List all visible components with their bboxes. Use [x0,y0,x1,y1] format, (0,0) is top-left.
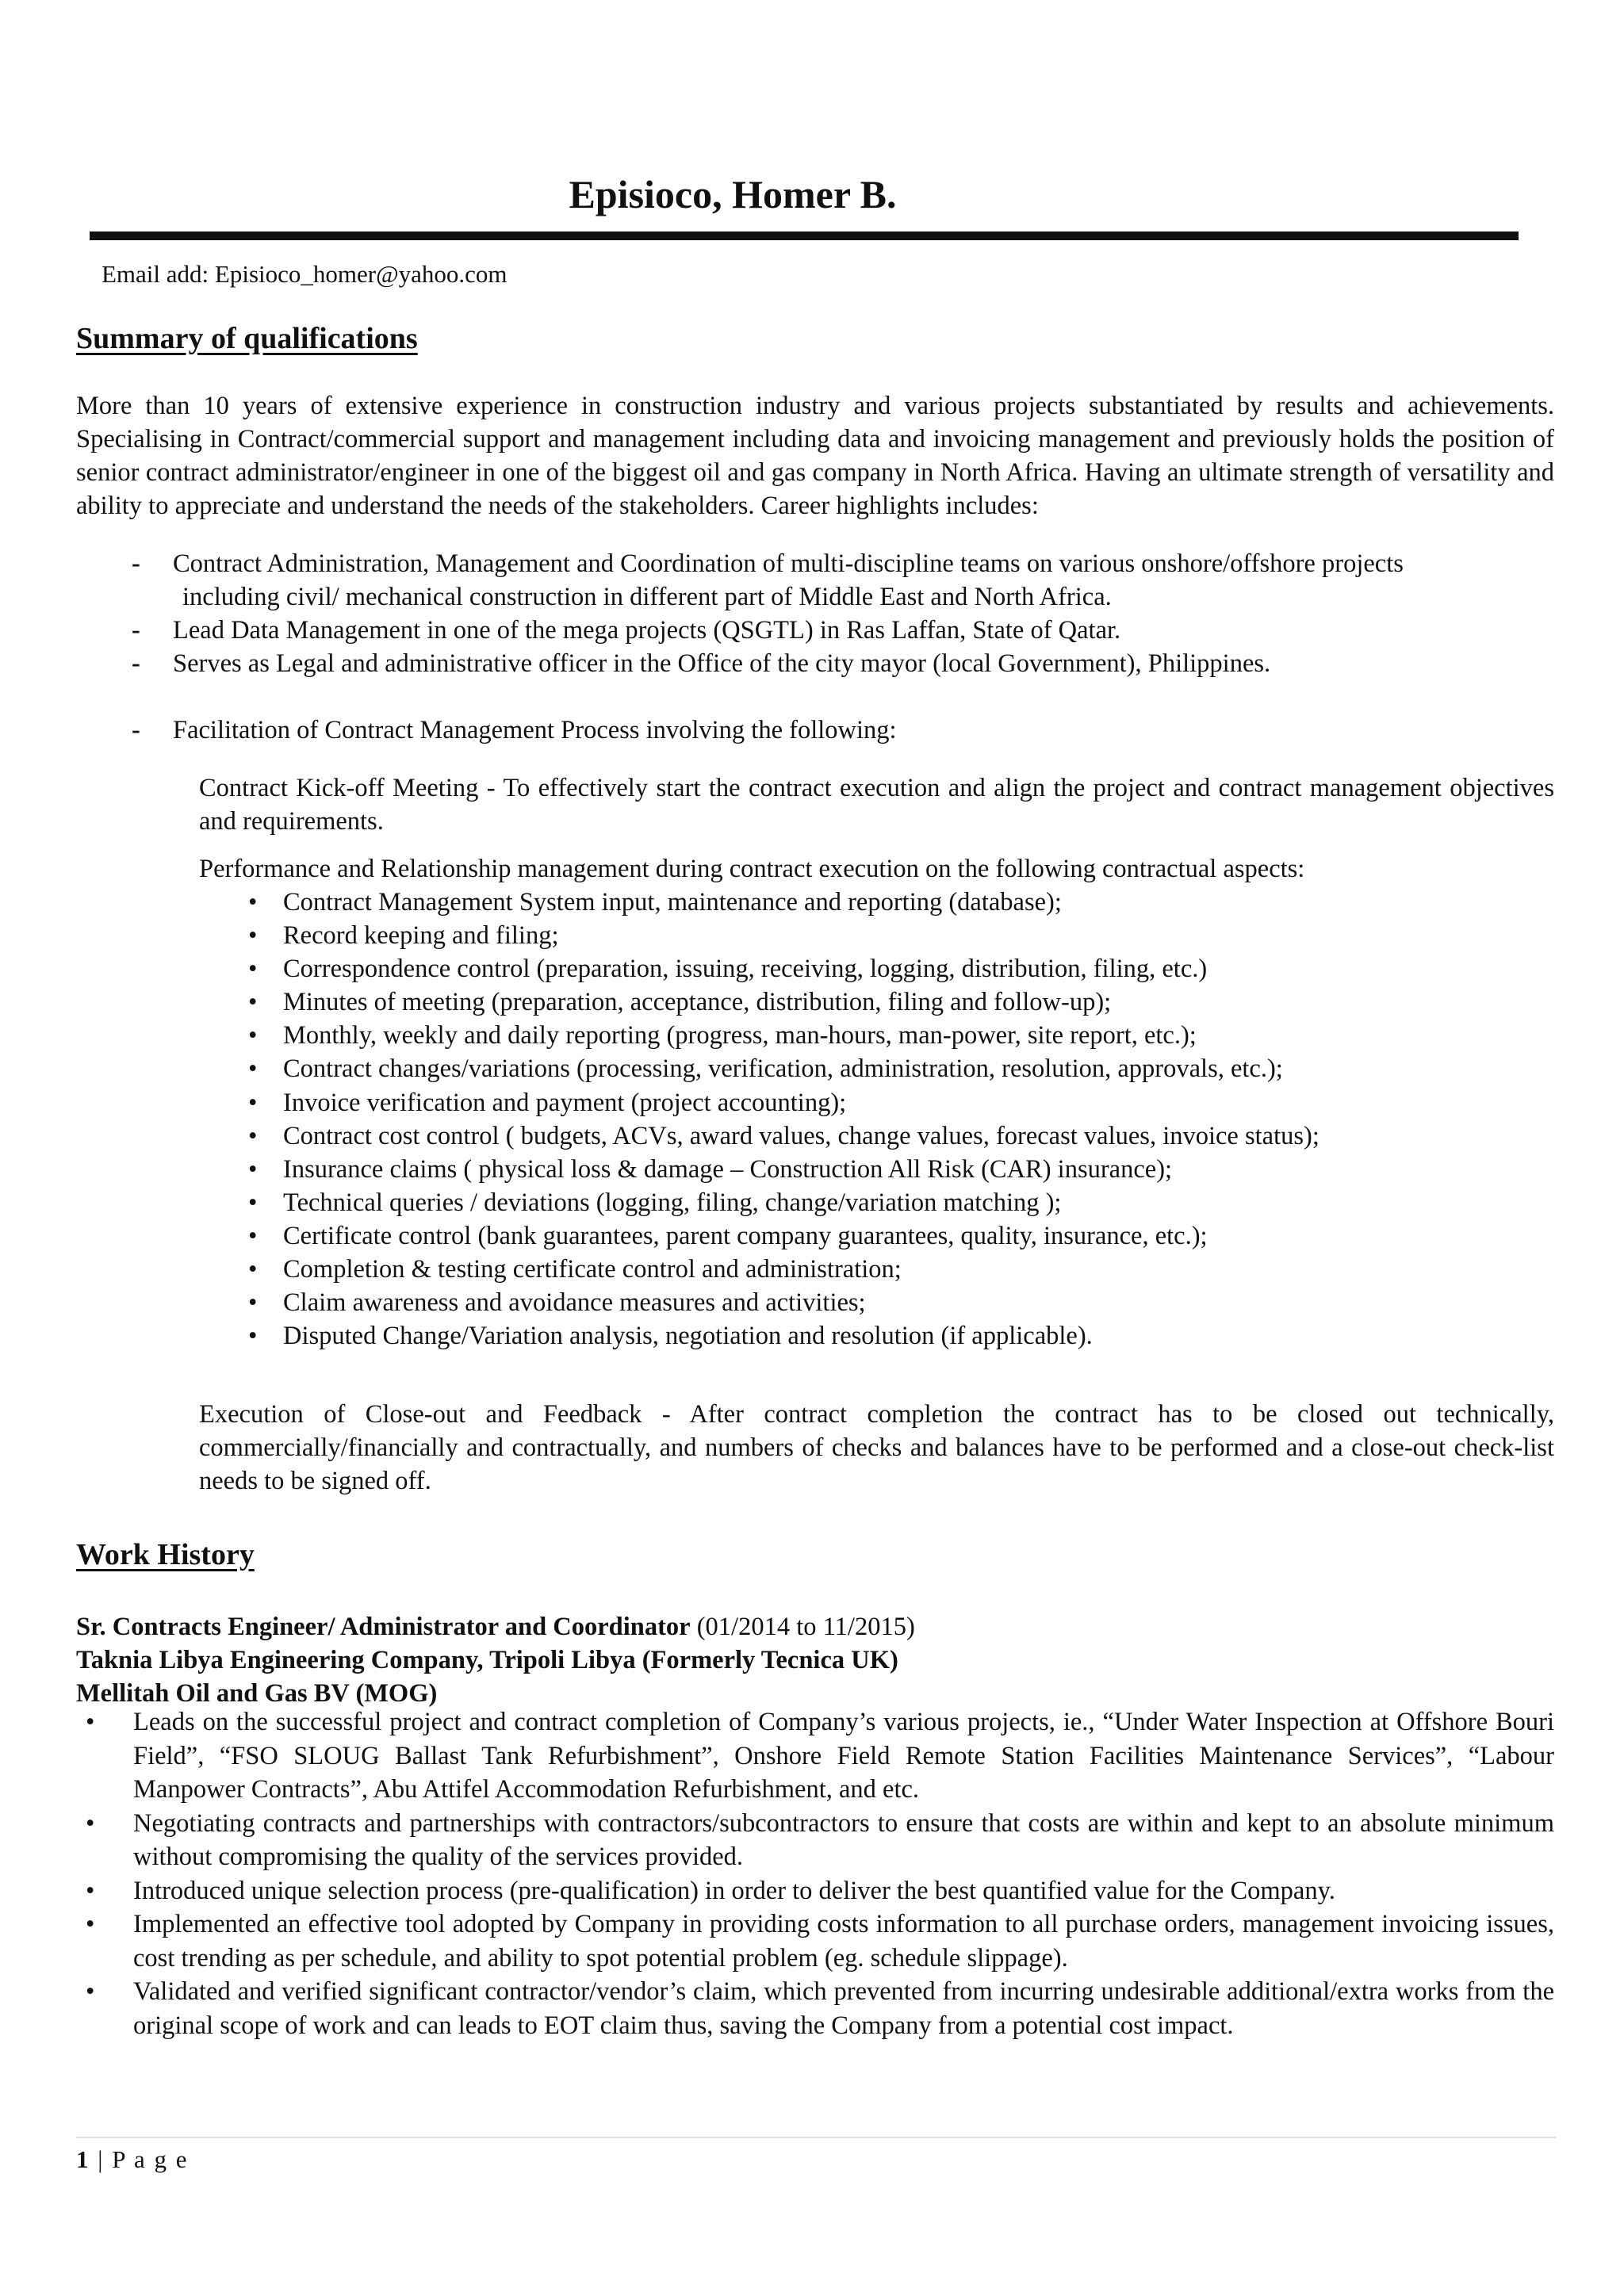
bullet-icon: • [248,1255,258,1284]
responsibility-item [76,1908,1554,1975]
bullet-icon: • [248,1054,258,1084]
aspect-item [182,952,1554,985]
bullet-icon: • [248,1154,258,1184]
aspect-item-text: Contract cost control ( budgets, ACVs, award values, change values, forecast values, invoice status); [283,1121,1320,1150]
aspect-item-text: Certificate control (bank guarantees, parent company guarantees, quality, insurance, etc.); [283,1221,1208,1250]
bullet-icon: • [248,1088,258,1117]
aspect-item-text: Correspondence control (preparation, issuing, receiving, logging, distribution, filing, etc.) [283,955,1208,984]
highlight-text: Contract Administration, Management and Coordination of multi-discipline teams on various onshore/offshore projects [173,549,1404,578]
employer-name: Taknia Libya Engineering Company, Tripoli Libya (Formerly Tecnica UK) [76,1646,898,1674]
responsibility-item-text: Validated and verified significant contractor/vendor’s claim, which prevented from incurring undesirable additional/extra works from the original scope of work and can leads to EOT claim thus, saving the Company from a potential cost impact. [133,1977,1554,2040]
aspect-item [182,1086,1554,1119]
highlight-item [76,647,1554,680]
highlight-item [76,714,1554,747]
highlight-item [76,614,1554,647]
aspect-item-text: Disputed Change/Variation analysis, negotiation and resolution (if applicable). [283,1322,1093,1351]
aspect-item-text: Technical queries / deviations (logging, filing, change/variation matching ); [283,1188,1062,1217]
bullet-icon: • [86,1876,95,1905]
bullet-icon: • [248,1288,258,1318]
summary-heading: Summary of qualifications [76,322,418,355]
kickoff-paragraph: Contract Kick-off Meeting - To effectively start the contract execution and align the project and contract management objectives and requirements. [199,774,1554,836]
page-label: | P a g e [90,2145,189,2173]
summary-intro: More than 10 years of extensive experience in construction industry and various projects substantiated by results and achievements. Specialising in Contract/commercial support and management including data and invoicing management and previously holds the position of senior contract administrator/engineer in one of the biggest oil and gas company in North Africa. Having an ultimate strength of versatility and ability to appreciate and understand the needs of the stakeholders. Career highlights includes: [76,392,1554,520]
aspect-item [182,1219,1554,1253]
job-dates: (01/2014 to 11/2015) [690,1613,915,1641]
page-footer [76,2143,189,2176]
aspect-item [182,1119,1554,1153]
footer-divider [76,2137,1556,2138]
highlight-item [76,547,1554,614]
closeout-paragraph: Execution of Close-out and Feedback - After contract completion the contract has to be closed out technically, commercially/financially and contractually, and numbers of checks and balances have to be performed and a close-out check-list needs to be signed off. [199,1400,1554,1495]
highlight-text: Facilitation of Contract Management Process involving the following: [173,716,897,744]
job-title-line [76,1610,1554,1644]
aspect-item-text: Monthly, weekly and daily reporting (progress, man-hours, man-power, site report, etc.); [283,1021,1197,1050]
aspect-item [182,985,1554,1019]
header-divider [90,232,1519,240]
candidate-name: Episioco, Homer B. [569,172,897,216]
performance-intro: Performance and Relationship management during contract execution on the following contractual aspects: [199,855,1305,883]
aspect-item-text: Invoice verification and payment (project accounting); [283,1088,847,1117]
aspect-item-text: Record keeping and filing; [283,921,559,951]
contractual-aspects-list [182,886,1554,1353]
responsibility-item-text: Implemented an effective tool adopted by Company in providing costs information to all purchase orders, management invoicing issues, cost trending as per schedule, and ability to spot potential problem (eg. schedule slippage). [133,1910,1554,1973]
responsibility-item-text: Negotiating contracts and partnerships with contractors/subcontractors to ensure that costs are within and kept to an absolute minimum without compromising the quality of the services provided. [133,1808,1554,1871]
aspect-item [182,1286,1554,1319]
email-line: Email add: Episioco_homer@yahoo.com [102,260,508,288]
page-number: 1 [76,2145,90,2173]
aspect-item [182,1319,1554,1353]
bullet-icon: • [248,1188,258,1217]
aspect-item [182,919,1554,952]
aspect-item [182,1153,1554,1186]
aspect-item-text: Contract changes/variations (processing, verification, administration, resolution, approvals, etc.); [283,1054,1283,1084]
bullet-icon: • [248,1322,258,1351]
aspect-item [182,1052,1554,1085]
aspect-item [182,1253,1554,1286]
responsibility-item-text: Introduced unique selection process (pre-qualification) in order to deliver the best quantified value for the Company. [133,1876,1335,1905]
highlight-text: Serves as Legal and administrative officer in the Office of the city mayor (local Government), Philippines. [173,649,1271,678]
bullet-icon: • [86,1808,95,1838]
job-title: Sr. Contracts Engineer/ Administrator and Coordinator [76,1613,691,1641]
aspect-item-text: Insurance claims ( physical loss & damage – Construction All Risk (CAR) insurance); [283,1154,1173,1184]
aspect-item-text: Contract Management System input, maintenance and reporting (database); [283,888,1062,916]
client-name: Mellitah Oil and Gas BV (MOG) [76,1679,438,1708]
dash-marker: - [132,649,140,678]
bullet-icon: • [248,955,258,984]
responsibility-item [76,1807,1554,1874]
aspect-item-text: Completion & testing certificate control and administration; [283,1255,902,1284]
responsibility-item [76,1705,1554,1807]
bullet-icon: • [86,1910,95,1938]
responsibility-item-text: Leads on the successful project and contract completion of Company’s various projects, ie., “Under Water Inspection at Offshore Bouri Field”, “FSO SLOUG Ballast Tank Refurbishment”, Onshore Field Remote Station Facilities Maintenance Services”, “Labour Manpower Contracts”, Abu Attifel Accommodation Refurbishment, and etc. [133,1708,1554,1804]
aspect-item [182,1186,1554,1219]
bullet-icon: • [248,921,258,951]
aspect-item [182,1019,1554,1052]
aspect-item-text: Claim awareness and avoidance measures and activities; [283,1288,866,1318]
highlight-text-continued: including civil/ mechanical construction in different part of Middle East and North Africa. [182,583,1112,611]
work-history-heading: Work History [76,1538,255,1571]
aspect-item [182,886,1554,919]
job-responsibilities-list [76,1705,1554,2042]
bullet-icon: • [248,988,258,1017]
dash-marker: - [132,616,140,645]
responsibility-item [76,1874,1554,1908]
bullet-icon: • [248,1221,258,1250]
career-highlights [76,547,1554,747]
bullet-icon: • [248,888,258,916]
responsibility-item [76,1975,1554,2042]
bullet-icon: • [248,1021,258,1050]
bullet-icon: • [248,1121,258,1150]
dash-marker: - [132,716,140,744]
highlight-text: Lead Data Management in one of the mega projects (QSGTL) in Ras Laffan, State of Qatar. [173,616,1121,645]
bullet-icon: • [86,1977,95,2006]
aspect-item-text: Minutes of meeting (preparation, acceptance, distribution, filing and follow-up); [283,988,1112,1017]
dash-marker: - [132,549,140,578]
bullet-icon: • [86,1708,95,1736]
